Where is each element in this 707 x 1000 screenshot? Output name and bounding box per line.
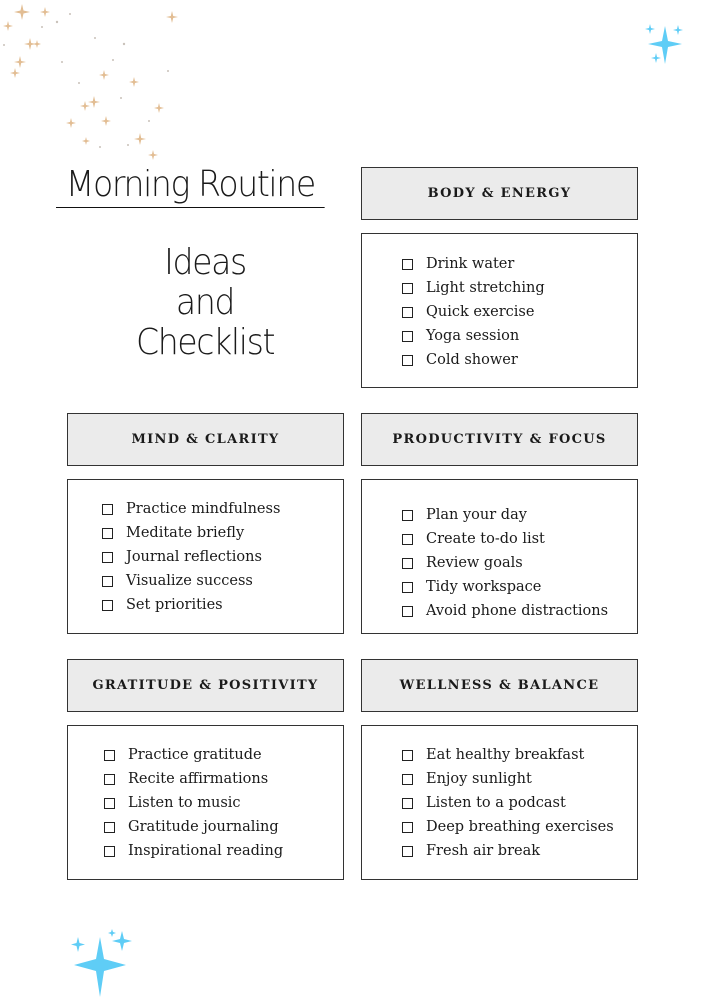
checklist-item-label: Gratitude journaling (128, 819, 279, 835)
checkbox[interactable] (402, 355, 413, 366)
checklist-item[interactable] (402, 575, 608, 599)
checklist-mind-clarity (67, 479, 344, 634)
checklist-item-label: Journal reflections (126, 549, 262, 565)
checklist-item-label: Eat healthy breakfast (426, 747, 585, 763)
checklist-gratitude-positivity (67, 725, 344, 880)
checklist-item-label: Recite affirmations (128, 771, 269, 787)
checklist-item[interactable] (402, 527, 608, 551)
checkbox[interactable] (402, 822, 413, 833)
checkbox[interactable] (104, 822, 115, 833)
section-heading-body-energy (361, 167, 638, 220)
checkbox[interactable] (104, 750, 115, 761)
checkbox[interactable] (402, 774, 413, 785)
page-title: Morning Routine (56, 165, 325, 208)
checklist-item[interactable] (104, 839, 283, 863)
checkbox[interactable] (102, 504, 113, 515)
checklist-item[interactable] (402, 839, 614, 863)
checkbox[interactable] (402, 750, 413, 761)
checkbox[interactable] (104, 846, 115, 857)
checklist-item-label: Tidy workspace (426, 579, 542, 595)
subtitle-line: and (175, 282, 235, 323)
checklist-item-label: Listen to a podcast (426, 795, 566, 811)
subtitle-line: Checklist (135, 322, 275, 363)
checklist-item[interactable] (402, 324, 545, 348)
checkbox[interactable] (402, 558, 413, 569)
checklist-item[interactable] (102, 545, 280, 569)
checklist-body-energy (361, 233, 638, 388)
checklist-item[interactable] (402, 767, 614, 791)
checklist-item[interactable] (104, 743, 283, 767)
checkbox[interactable] (402, 283, 413, 294)
section-heading-text: MIND & CLARITY (131, 432, 280, 447)
checklist-item[interactable] (402, 348, 545, 372)
checklist-item-label: Meditate briefly (126, 525, 245, 541)
checklist-item-label: Create to-do list (426, 531, 545, 547)
checkbox[interactable] (402, 846, 413, 857)
checklist-item-label: Drink water (426, 256, 515, 272)
section-heading-gratitude-positivity (67, 659, 344, 712)
section-heading-text: PRODUCTIVITY & FOCUS (392, 432, 607, 447)
checklist-item[interactable] (102, 521, 280, 545)
checkbox[interactable] (402, 510, 413, 521)
checklist-item[interactable] (402, 815, 614, 839)
checkbox[interactable] (102, 552, 113, 563)
checklist-item-label: Quick exercise (426, 304, 535, 320)
checkbox[interactable] (104, 798, 115, 809)
blue-sparkle-decoration-top (638, 20, 698, 72)
checkbox[interactable] (402, 534, 413, 545)
gold-sparkles-decoration (0, 0, 190, 170)
checklist-item-label: Yoga session (426, 328, 520, 344)
checklist-item-label: Practice mindfulness (126, 501, 281, 517)
section-heading-text: GRATITUDE & POSITIVITY (92, 678, 319, 693)
checkbox[interactable] (402, 798, 413, 809)
checkbox[interactable] (102, 528, 113, 539)
checkbox[interactable] (402, 259, 413, 270)
checkbox[interactable] (402, 606, 413, 617)
checklist (402, 743, 614, 863)
checklist-item-label: Light stretching (426, 280, 545, 296)
checklist-item[interactable] (402, 503, 608, 527)
checklist (104, 743, 283, 863)
checklist-item-label: Listen to music (128, 795, 241, 811)
section-heading-text: BODY & ENERGY (427, 186, 572, 201)
checklist-item[interactable] (402, 276, 545, 300)
checklist-item-label: Plan your day (426, 507, 527, 523)
checklist-item[interactable] (402, 743, 614, 767)
checklist-item-label: Cold shower (426, 352, 518, 368)
checklist (102, 497, 280, 617)
checkbox[interactable] (104, 774, 115, 785)
checklist-item-label: Enjoy sunlight (426, 771, 532, 787)
checklist-item-label: Deep breathing exercises (426, 819, 614, 835)
checklist-item[interactable] (402, 252, 545, 276)
checklist-wellness-balance (361, 725, 638, 880)
checkbox[interactable] (402, 307, 413, 318)
checklist-item[interactable] (102, 593, 280, 617)
section-heading-mind-clarity (67, 413, 344, 466)
page-subtitle (130, 243, 280, 363)
checklist (402, 252, 545, 372)
checklist-item[interactable] (104, 767, 283, 791)
checklist-item[interactable] (102, 569, 280, 593)
checklist-item[interactable] (402, 551, 608, 575)
title-block (50, 165, 355, 208)
subtitle-line: Ideas (164, 242, 246, 283)
checklist-item[interactable] (102, 497, 280, 521)
checklist-item-label: Review goals (426, 555, 523, 571)
checklist-item-label: Inspirational reading (128, 843, 284, 859)
checklist-item[interactable] (402, 599, 608, 623)
checklist-item[interactable] (104, 815, 283, 839)
checklist-item-label: Visualize success (126, 573, 253, 589)
checklist-item-label: Practice gratitude (128, 747, 262, 763)
checkbox[interactable] (402, 582, 413, 593)
checklist-item[interactable] (104, 791, 283, 815)
section-heading-text: WELLNESS & BALANCE (399, 678, 600, 693)
checklist-item-label: Avoid phone distractions (426, 603, 609, 619)
blue-sparkle-decoration-bottom (60, 925, 145, 1000)
checklist-item-label: Fresh air break (426, 843, 541, 859)
checkbox[interactable] (102, 600, 113, 611)
section-heading-wellness-balance (361, 659, 638, 712)
checklist-productivity-focus (361, 479, 638, 634)
checklist-item-label: Set priorities (126, 597, 223, 613)
checkbox[interactable] (102, 576, 113, 587)
checklist (402, 503, 608, 623)
checklist-item[interactable] (402, 300, 545, 324)
checkbox[interactable] (402, 331, 413, 342)
section-heading-productivity-focus (361, 413, 638, 466)
checklist-item[interactable] (402, 791, 614, 815)
